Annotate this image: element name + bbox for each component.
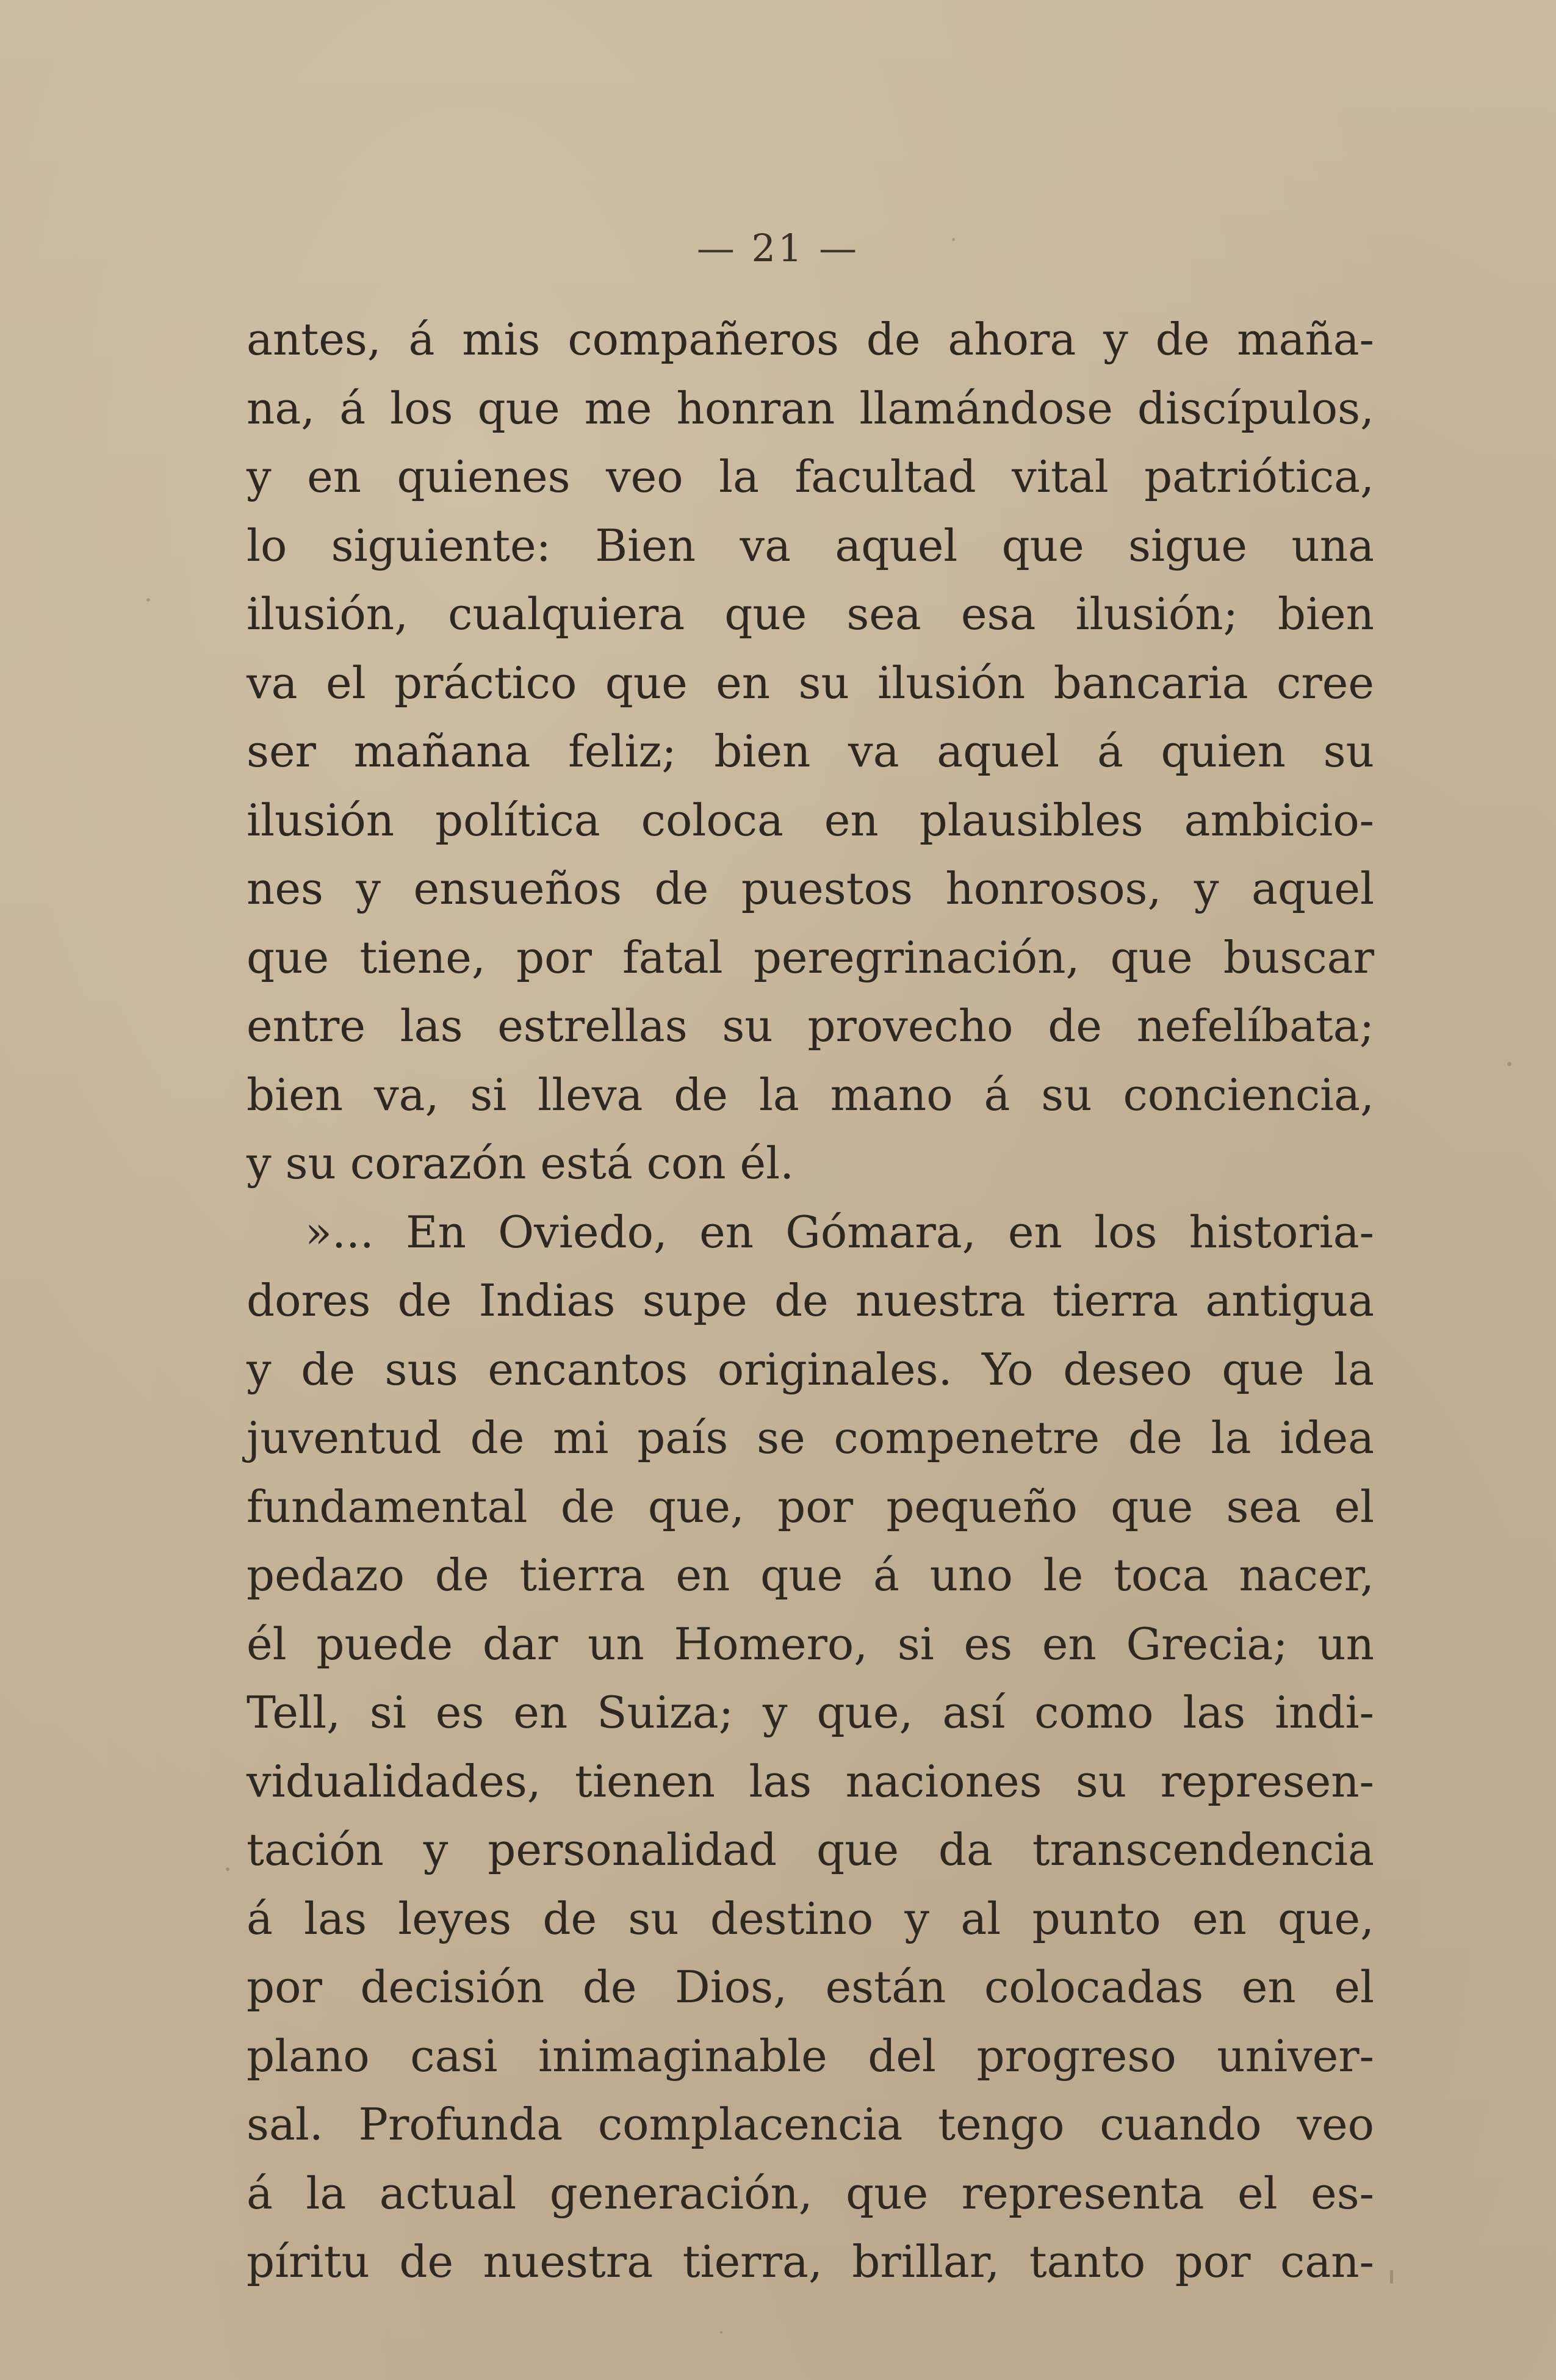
text-line: bien va, si lleva de la mano á su conciencia, bbox=[247, 1069, 1374, 1120]
paper-speck bbox=[146, 598, 150, 602]
paper-speck bbox=[1390, 2270, 1393, 2284]
text-line: antes, á mis compañeros de ahora y de maña- bbox=[247, 314, 1374, 365]
text-line: sal. Profunda complacencia tengo cuando veo bbox=[247, 2099, 1374, 2150]
text-line: que tiene, por fatal peregrinación, que buscar bbox=[247, 931, 1374, 983]
text-line: y su corazón está con él. bbox=[247, 1138, 794, 1189]
text-line: á la actual generación, que representa el es- bbox=[247, 2167, 1374, 2219]
text-line: entre las estrellas su provecho de nefelíbata; bbox=[247, 1000, 1374, 1051]
text-line: fundamental de que, por pequeño que sea el bbox=[247, 1480, 1374, 1532]
text-line: va el práctico que en su ilusión bancaria cree bbox=[247, 657, 1374, 709]
text-line: píritu de nuestra tierra, brillar, tanto por can- bbox=[247, 2236, 1374, 2287]
text-line: ilusión política coloca en plausibles ambicio- bbox=[247, 794, 1374, 846]
page-number: — 21 — bbox=[696, 226, 860, 270]
text-line: na, á los que me honran llamándose discípulos, bbox=[247, 382, 1374, 434]
paper-speck bbox=[720, 2331, 722, 2334]
text-line: él puede dar un Homero, si es en Grecia; un bbox=[247, 1618, 1374, 1670]
text-line: y en quienes veo la facultad vital patriótica, bbox=[247, 451, 1374, 502]
text-line: tación y personalidad que da transcendencia bbox=[247, 1824, 1374, 1875]
text-line: por decisión de Dios, están colocadas en el bbox=[247, 1961, 1374, 2013]
text-line: á las leyes de su destino y al punto en que, bbox=[247, 1892, 1374, 1944]
text-line: dores de Indias supe de nuestra tierra antigua bbox=[247, 1275, 1374, 1326]
text-line: lo siguiente: Bien va aquel que sigue una bbox=[247, 519, 1374, 571]
text-line: »... En Oviedo, en Gómara, en los historia- bbox=[305, 1206, 1374, 1258]
text-line: nes y ensueños de puestos honrosos, y aquel bbox=[247, 863, 1374, 914]
paper-speck bbox=[1507, 1062, 1511, 1066]
text-line: pedazo de tierra en que á uno le toca nacer, bbox=[247, 1549, 1374, 1601]
text-line: plano casi inimaginable del progreso univer- bbox=[247, 2030, 1374, 2082]
body-text bbox=[247, 305, 1374, 2296]
text-line: vidualidades, tienen las naciones su represen- bbox=[247, 1755, 1374, 1807]
paper-speck bbox=[226, 1867, 229, 1871]
text-line: ilusión, cualquiera que sea esa ilusión; bien bbox=[247, 588, 1374, 640]
text-line: juventud de mi país se compenetre de la idea bbox=[247, 1412, 1374, 1463]
text-line: y de sus encantos originales. Yo deseo que la bbox=[247, 1343, 1374, 1395]
text-line: ser mañana feliz; bien va aquel á quien su bbox=[247, 726, 1374, 777]
text-line: Tell, si es en Suiza; y que, así como las indi- bbox=[247, 1687, 1374, 1738]
